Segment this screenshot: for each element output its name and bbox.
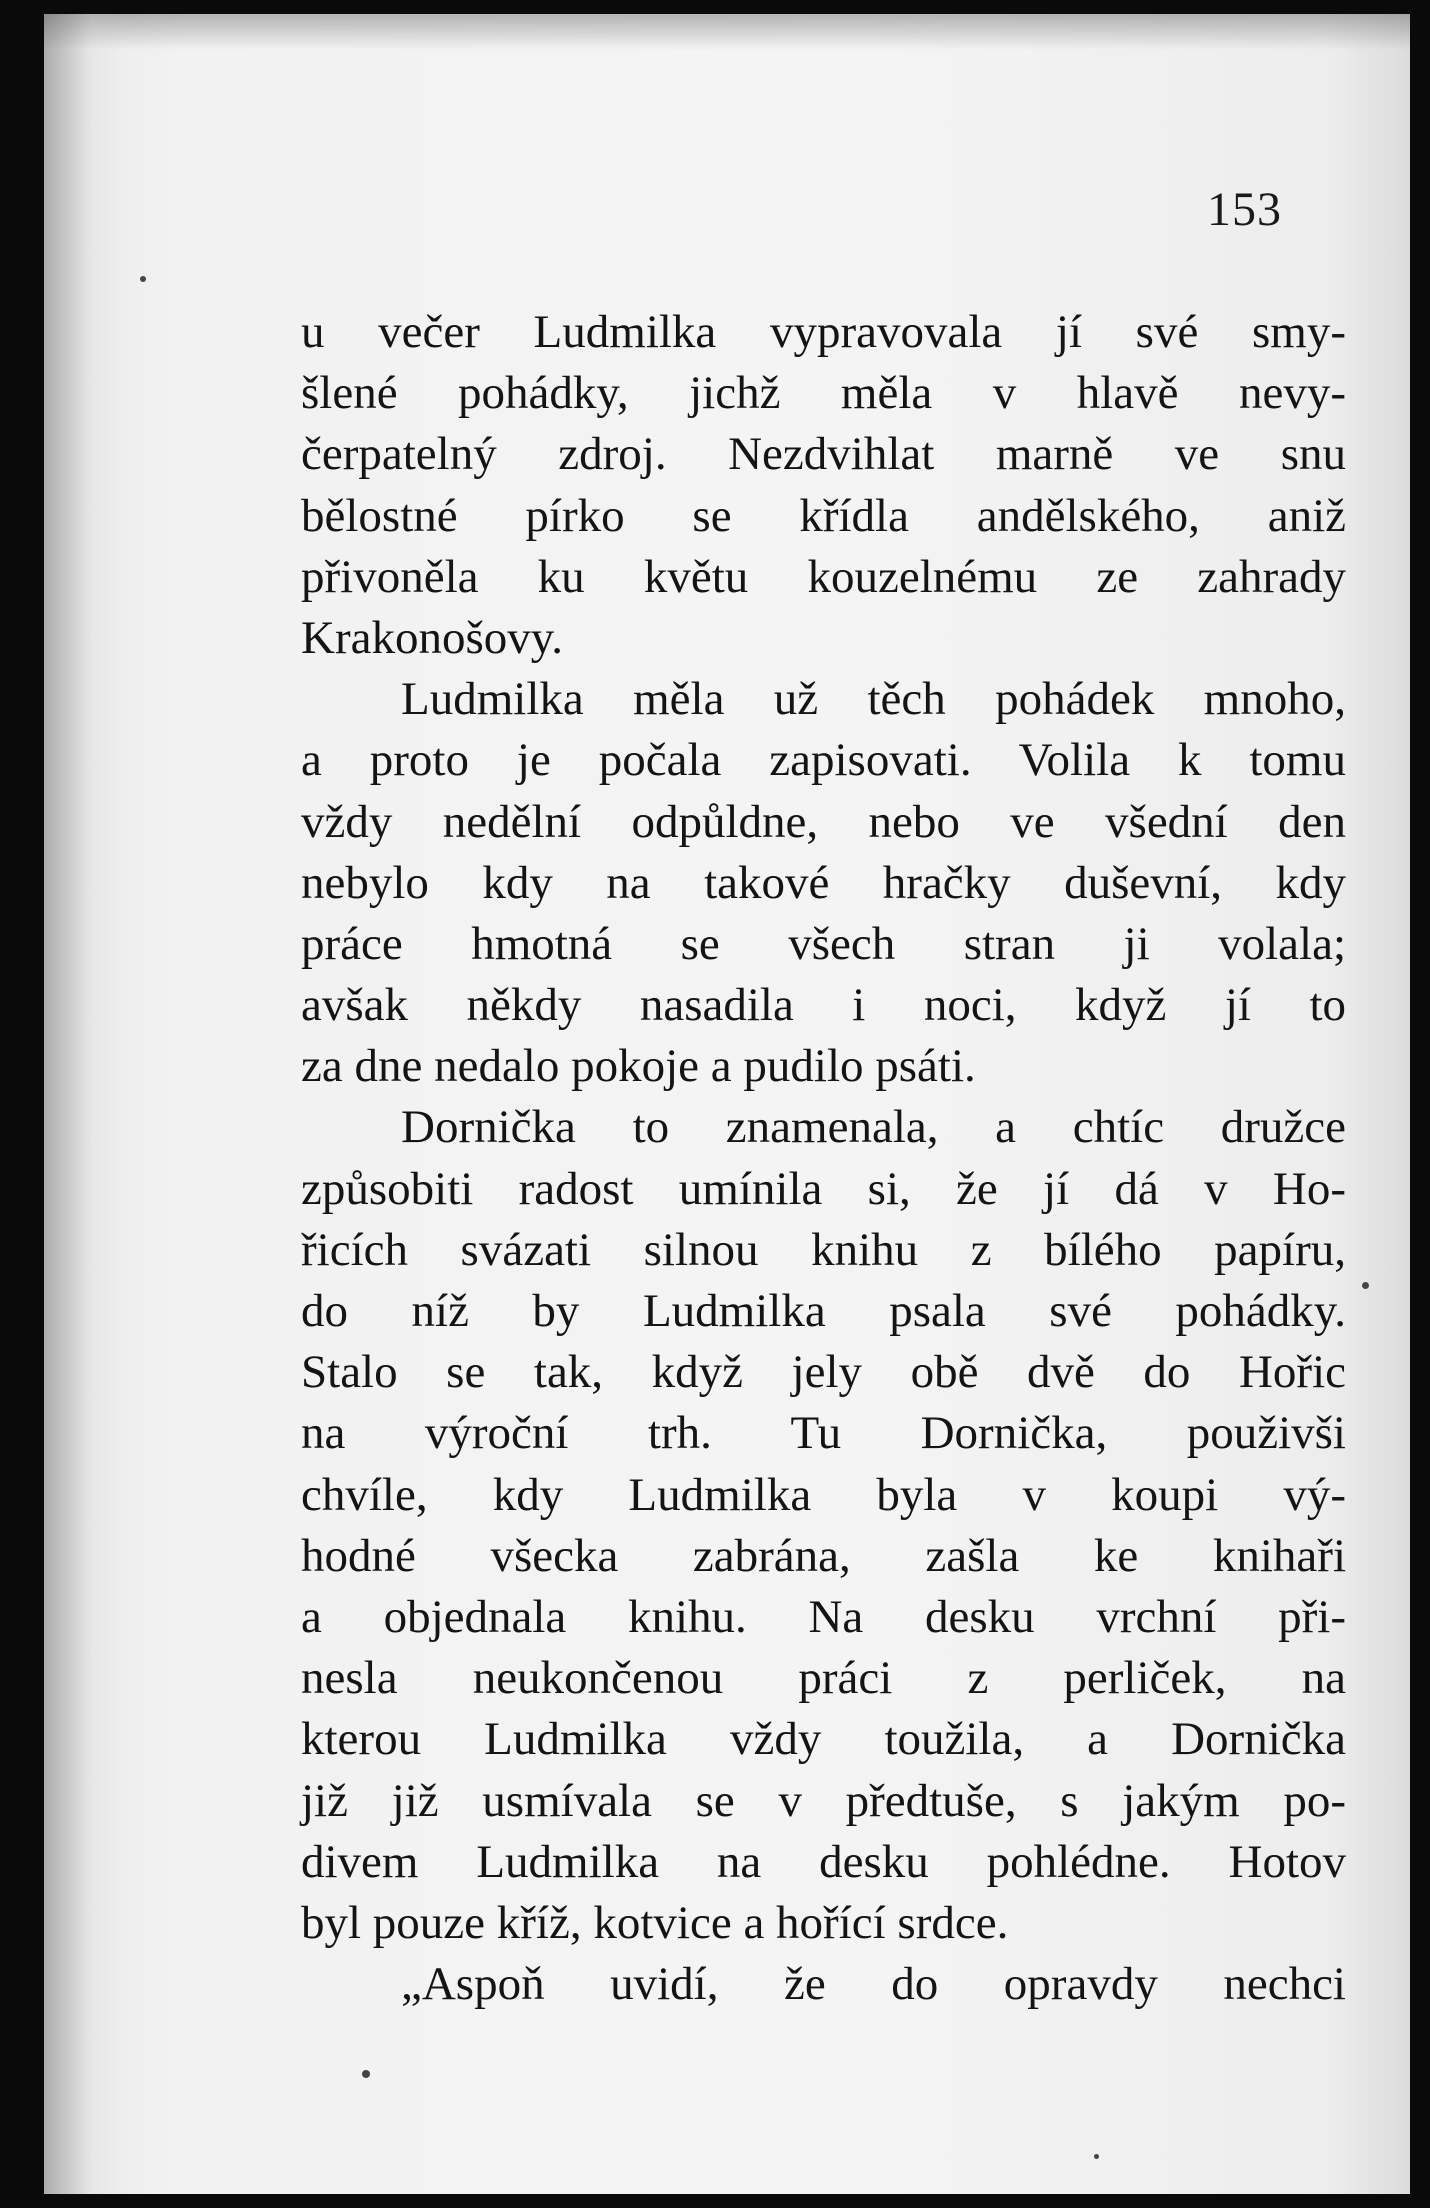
scan-speck	[1362, 1282, 1369, 1289]
text-line: vždy nedělní odpůldne, nebo ve všední den	[301, 795, 1346, 848]
text-line: Ludmilka měla už těch pohádek mnoho,	[401, 673, 1346, 726]
scan-speck	[1094, 2154, 1099, 2159]
text-line: nebylo kdy na takové hračky duševní, kdy	[301, 856, 1346, 909]
text-line: „Aspoň uvidí, že do opravdy nechci	[401, 1958, 1346, 2011]
top-shadow	[44, 14, 1410, 50]
text-line: na výroční trh. Tu Dornička, použivši	[301, 1407, 1346, 1460]
scan-speck	[140, 276, 146, 282]
text-line: divem Ludmilka na desku pohlédne. Hotov	[301, 1835, 1346, 1888]
text-line: řicích svázati silnou knihu z bílého papíru,	[301, 1223, 1346, 1276]
text-line: práce hmotná se všech stran ji volala;	[301, 917, 1346, 970]
text-line: přivoněla ku květu kouzelnému ze zahrady	[301, 550, 1346, 603]
text-line: způsobiti radost umínila si, že jí dá v Ho-	[301, 1162, 1346, 1215]
text-line: za dne nedalo pokoje a pudilo psáti.	[301, 1040, 976, 1093]
text-line: již již usmívala se v předtuše, s jakým po-	[301, 1774, 1346, 1827]
text-line: hodné všecka zabrána, zašla ke knihaři	[301, 1529, 1346, 1582]
text-line: čerpatelný zdroj. Nezdvihlat marně ve snu	[301, 428, 1346, 481]
body-text	[301, 302, 1346, 2015]
scan-speck	[362, 2070, 370, 2078]
text-line: do níž by Ludmilka psala své pohádky.	[301, 1285, 1346, 1337]
text-line: nesla neukončenou práci z perliček, na	[301, 1652, 1346, 1705]
text-line: Stalo se tak, když jely obě dvě do Hořic	[301, 1346, 1346, 1399]
text-line: šlené pohádky, jichž měla v hlavě nevy-	[301, 367, 1346, 420]
text-line: avšak někdy nasadila i noci, když jí to	[301, 979, 1346, 1032]
text-line: a objednala knihu. Na desku vrchní při-	[301, 1590, 1346, 1643]
text-line: Dornička to znamenala, a chtíc družce	[401, 1101, 1346, 1154]
text-line: a proto je počala zapisovati. Volila k tomu	[301, 734, 1346, 787]
text-line: chvíle, kdy Ludmilka byla v koupi vý-	[301, 1468, 1346, 1521]
text-line: bělostné pírko se křídla andělského, aniž	[301, 489, 1346, 542]
page-gutter-shadow	[44, 14, 124, 2194]
text-line: u večer Ludmilka vypravovala jí své smy-	[301, 306, 1346, 358]
text-line: kterou Ludmilka vždy toužila, a Dornička	[301, 1713, 1346, 1766]
text-line: byl pouze kříž, kotvice a hořící srdce.	[301, 1896, 1009, 1949]
page-number: 153	[1207, 183, 1282, 236]
book-page	[44, 14, 1410, 2194]
text-line: Krakonošovy.	[301, 611, 563, 664]
